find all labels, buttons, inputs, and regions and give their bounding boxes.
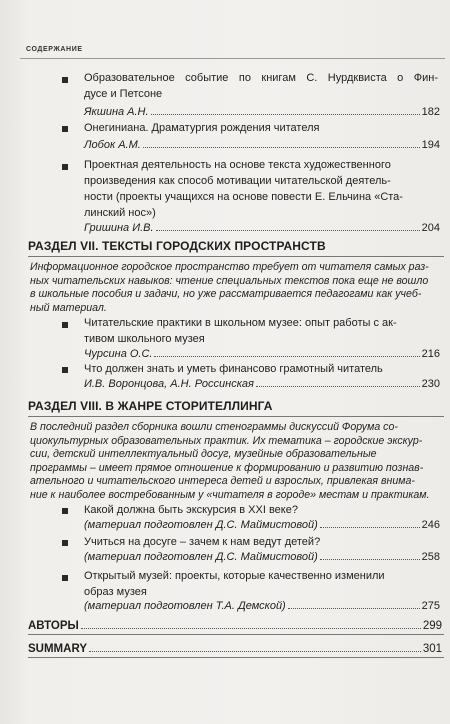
section-7-rule bbox=[28, 256, 444, 257]
entry-title: Какой должна быть экскурсия в XXI веке? bbox=[84, 504, 298, 516]
dot-leader bbox=[288, 597, 420, 609]
dot-leader bbox=[81, 617, 421, 629]
bullet-icon bbox=[62, 77, 68, 83]
toc-authors[interactable] bbox=[28, 617, 442, 633]
summary-page-number: 301 bbox=[422, 643, 442, 655]
entry-author-line bbox=[84, 375, 440, 391]
entry-author: Якшина А.Н. bbox=[84, 106, 149, 118]
entry-author-line bbox=[84, 136, 440, 152]
entry-author-line bbox=[84, 516, 440, 532]
summary-rule bbox=[28, 657, 444, 658]
dot-leader bbox=[151, 103, 420, 115]
running-head: СОДЕРЖАНИЕ bbox=[26, 46, 83, 53]
bullet-icon bbox=[62, 540, 68, 546]
section-7-intro: Информационное городское пространство требует от читателя самых раз- ных читательских навыков: чтение специальных текстов пока еще не вошло в школьные пособия и задачи, но уже рассматривается педагогами как учеб- ный материал. bbox=[30, 261, 429, 314]
entry-author: Лобок А.М. bbox=[84, 139, 141, 151]
entry-page-number: 275 bbox=[421, 600, 440, 612]
entry-title: Проектная деятельность на основе текста художественного произведения как способ мотивации читательской деятель- ности (проекты учащихся на основе повести Е. Ельчина «Ста- линский нос») bbox=[84, 159, 403, 219]
summary-label: SUMMARY bbox=[28, 643, 87, 655]
entry-title: Читательские практики в школьном музее: опыт работы с ак- тивом школьного музея bbox=[84, 317, 397, 345]
bullet-icon bbox=[62, 322, 68, 328]
section-8-rule bbox=[28, 416, 444, 417]
entry-title: Учиться на досуге – зачем к нам ведут детей? bbox=[84, 536, 321, 548]
dot-leader bbox=[320, 516, 420, 528]
entry-page-number: 216 bbox=[421, 348, 440, 360]
dot-leader bbox=[89, 640, 421, 652]
dot-leader bbox=[320, 548, 420, 560]
bullet-icon bbox=[62, 367, 68, 373]
bullet-icon bbox=[62, 126, 68, 132]
entry-author-line bbox=[84, 597, 440, 613]
toc-summary[interactable] bbox=[28, 640, 442, 656]
entry-author-line bbox=[84, 548, 440, 564]
entry-title: Онегиниана. Драматургия рождения читателя bbox=[84, 122, 320, 134]
entry-title: Образовательное событие по книгам С. Нурдквиста о Фин- дусе и Петсоне bbox=[84, 72, 438, 100]
entry-page-number: 182 bbox=[421, 106, 440, 118]
bullet-icon bbox=[62, 164, 68, 170]
entry-author: Чурсина О.С. bbox=[84, 348, 153, 360]
section-8-heading: РАЗДЕЛ VIII. В ЖАНРЕ СТОРИТЕЛЛИНГА bbox=[28, 399, 273, 413]
dot-leader bbox=[154, 345, 419, 357]
entry-page-number: 258 bbox=[421, 551, 440, 563]
entry-page-number: 204 bbox=[421, 222, 440, 234]
entry-author: И.В. Воронцова, А.Н. Россинская bbox=[84, 378, 254, 390]
entry-page-number: 230 bbox=[421, 378, 440, 390]
authors-label: АВТОРЫ bbox=[28, 620, 79, 632]
entry-author: (материал подготовлен Д.С. Маймистовой) bbox=[84, 519, 318, 531]
entry-author-line bbox=[84, 219, 440, 235]
entry-author-line bbox=[84, 103, 440, 119]
authors-page-number: 299 bbox=[422, 620, 442, 632]
entry-page-number: 246 bbox=[421, 519, 440, 531]
bullet-icon bbox=[62, 575, 68, 581]
dot-leader bbox=[143, 136, 420, 148]
entry-author: Гришина И.В. bbox=[84, 222, 154, 234]
section-8-intro: В последний раздел сборника вошли стенограммы дискуссий Форума со- циокультурных образовательных практик. Их тематика – городские экскур- сии, детский интеллектуальный досуг, музейные образовательные программы – имеет прямое отношение к формированию и развитию познав- ательного и читательского интереса детей и взрослых, привлекая внима- ние к наиболее востребованным у «читателя в городе» местам и практикам. bbox=[30, 421, 430, 501]
dot-leader bbox=[156, 219, 420, 231]
header-rule bbox=[20, 58, 445, 59]
entry-author: (материал подготовлен Т.А. Демской) bbox=[84, 600, 286, 612]
entry-author-line bbox=[84, 345, 440, 361]
entry-title: Что должен знать и уметь финансово грамотный читатель bbox=[84, 363, 383, 375]
entry-author: (материал подготовлен Д.С. Маймистовой) bbox=[84, 551, 318, 563]
authors-rule bbox=[28, 634, 444, 635]
dot-leader bbox=[256, 375, 420, 387]
bullet-icon bbox=[62, 508, 68, 514]
entry-page-number: 194 bbox=[421, 139, 440, 151]
entry-title: Открытый музей: проекты, которые качественно изменили образ музея bbox=[84, 570, 385, 598]
section-7-heading: РАЗДЕЛ VII. ТЕКСТЫ ГОРОДСКИХ ПРОСТРАНСТВ bbox=[28, 239, 326, 253]
